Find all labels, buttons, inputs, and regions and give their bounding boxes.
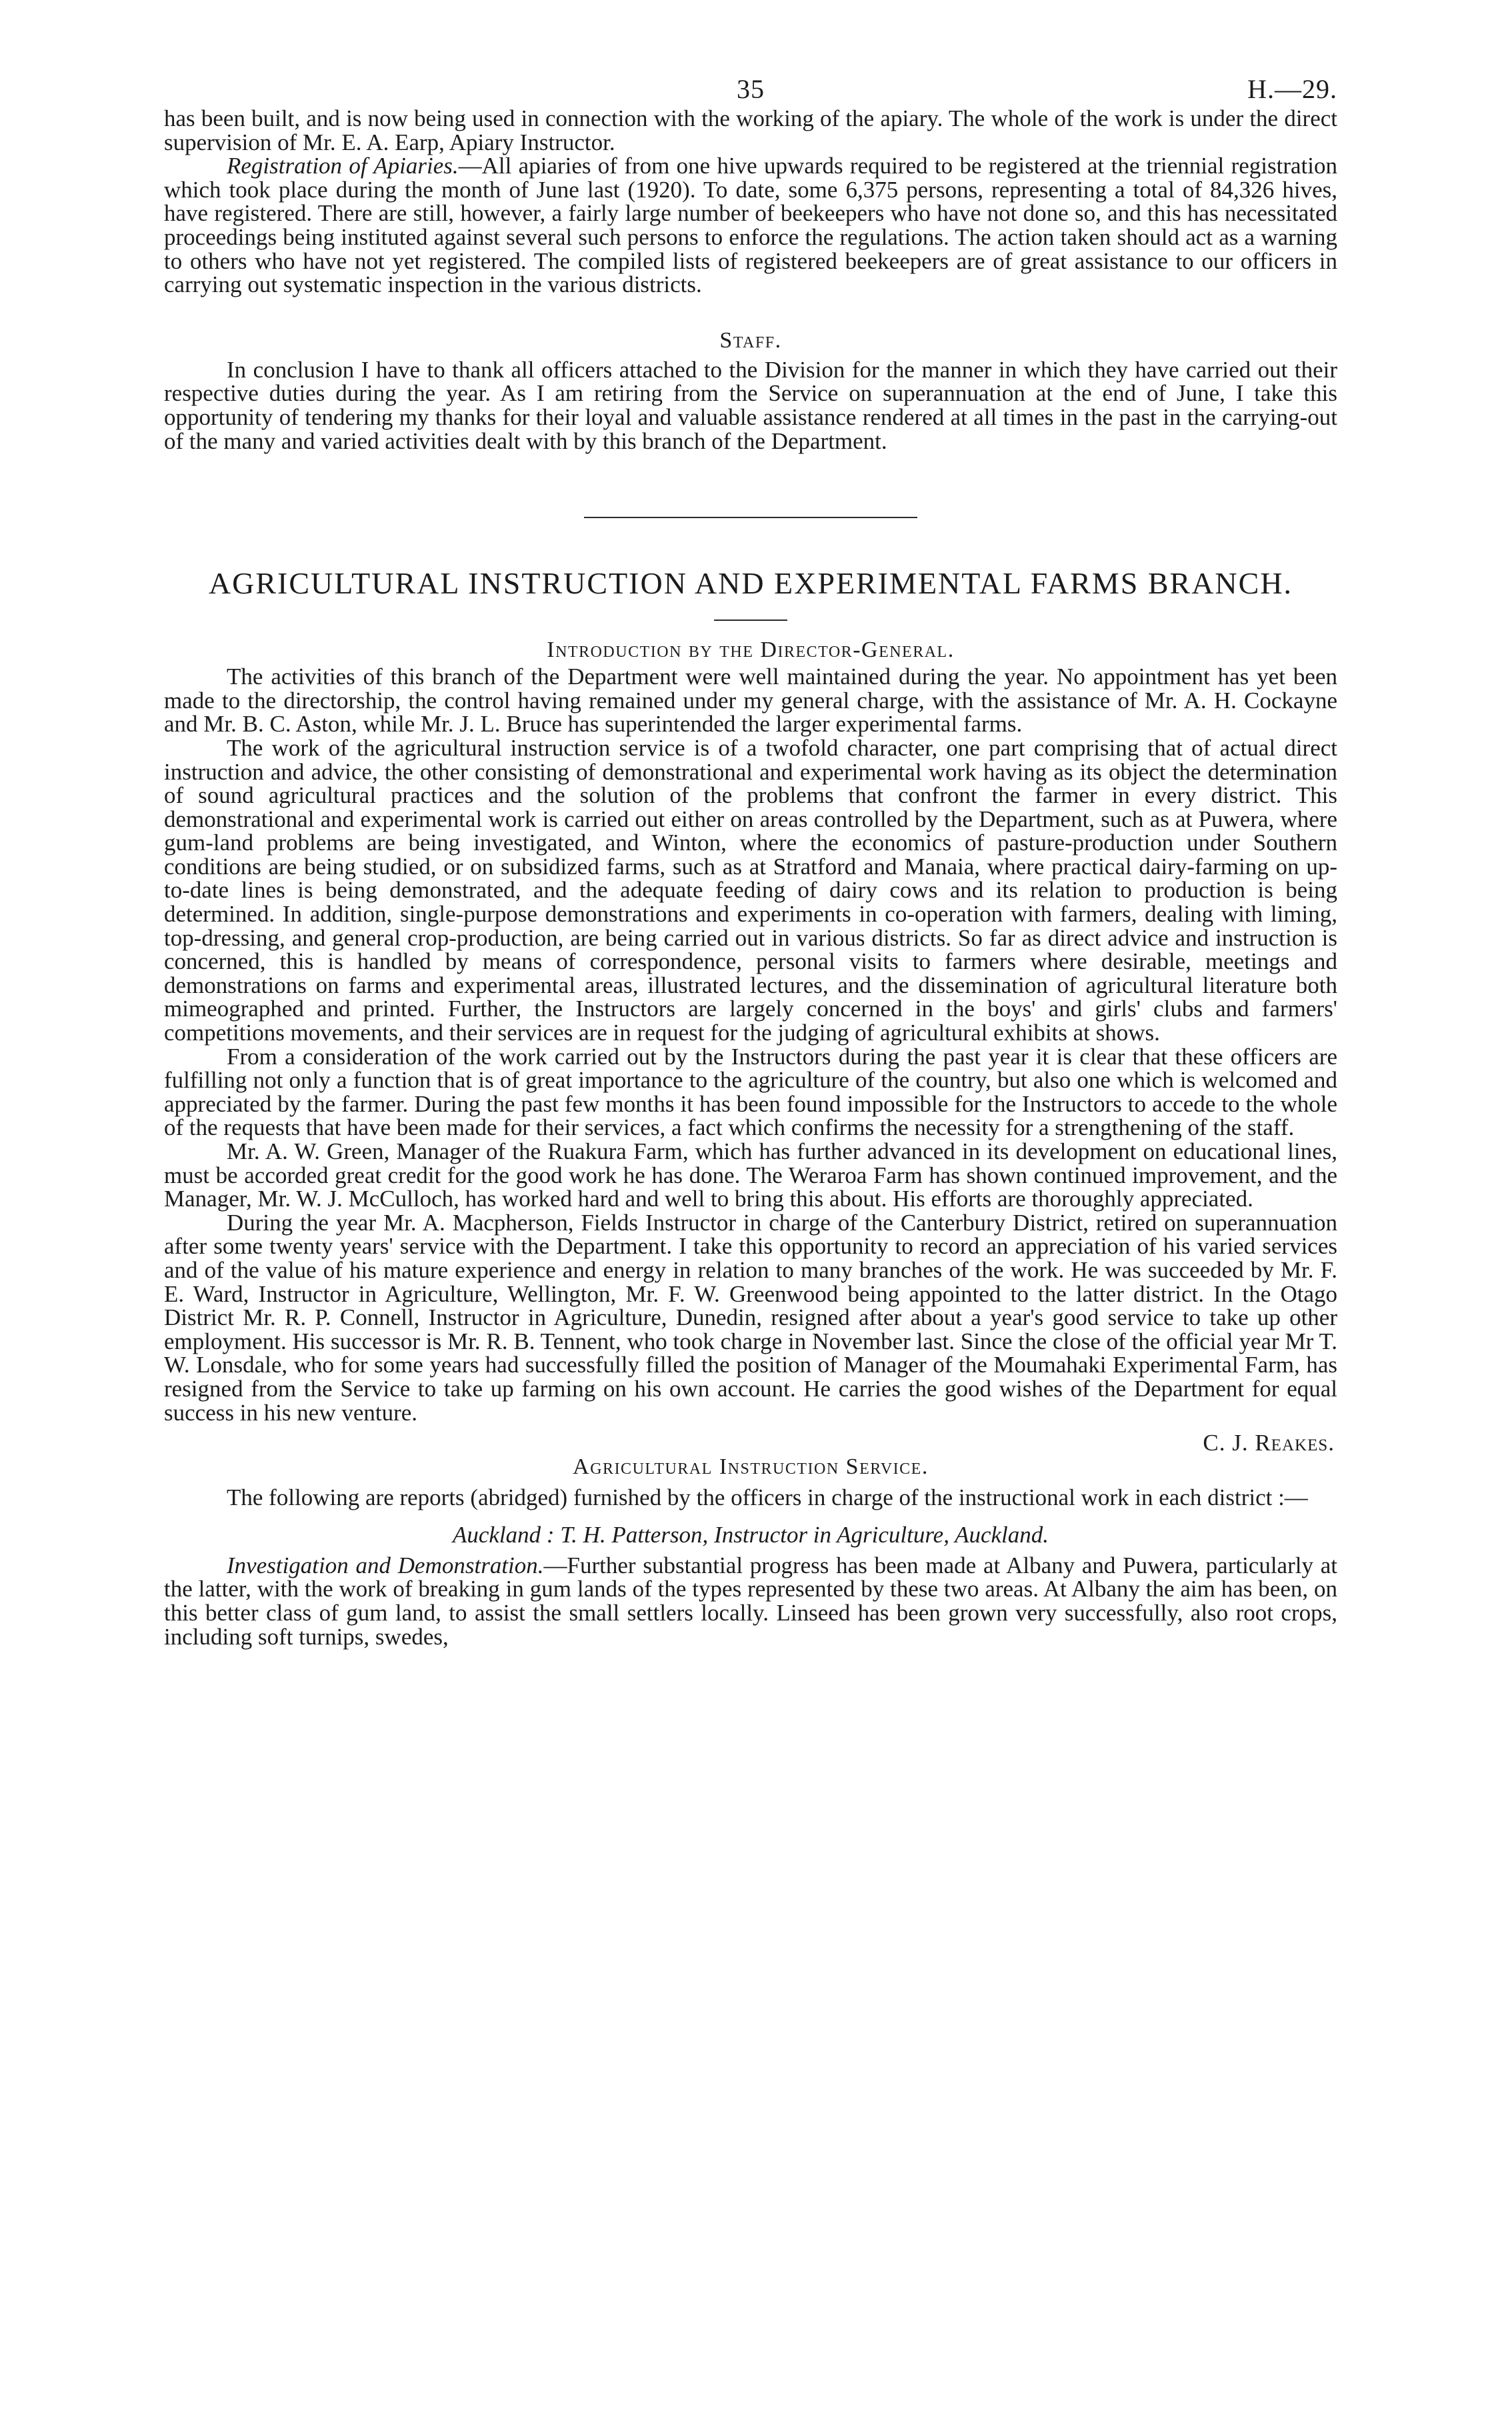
branch-title: AGRICULTURAL INSTRUCTION AND EXPERIMENTAL FARMS BRANCH. bbox=[208, 566, 1293, 601]
investigation-paragraph bbox=[164, 1554, 1337, 1648]
registration-paragraph bbox=[164, 154, 1337, 297]
title-underline bbox=[714, 620, 787, 621]
document-page bbox=[164, 73, 1337, 1648]
page-number: 35 bbox=[737, 74, 765, 104]
investigation-text: —Further substantial progress has been made at Albany and Puwera, particularly at the latter, with the work of breaking in gum lands of the types represented by these two areas. At Albany the aim has been, on this better class of gum land, to assist the small settlers locally. Linseed has been grown very successfully, also root crops, including soft turnips, swedes, bbox=[164, 1552, 1337, 1650]
staff-paragraph: In conclusion I have to thank all officers attached to the Division for the manner in which they have carried out their respective duties during the year. As I am retiring from the Service on superannuation at the end of June, I take this opportunity of tendering my thanks for their loyal and valuable assistance rendered at all times in the past in the carrying-out of the many and varied activities dealt with by this branch of the Department. bbox=[164, 356, 1337, 454]
document-reference: H.—29. bbox=[1247, 74, 1337, 104]
intro-paragraph-2: The work of the agricultural instruction service is of a twofold character, one part comprising that of actual direct instruction and advice, the other consisting of demonstrational and experimental work having as its object the determination of sound agricultural practices and the solution of the problems that confront the farmer in every district. This demonstrational and experimental work is carried out either on areas controlled by the Department, such as at Puwera, where gum-land problems are being investigated, and Winton, where the economics of pasture-production under Southern conditions are being studied, or on subsidized farms, such as at Stratford and Manaia, where practical dairy-farming on up-to-date lines is being demonstrated, and the adequate feeding of dairy cows and its relation to production is being determined. In addition, single-purpose demonstrations and experiments in co-operation with farmers, dealing with liming, top-dressing, and general crop-production, are being carried out in various districts. So far as direct advice and instruction is concerned, this is handled by means of correspondence, personal visits to farmers where desirable, meetings and demonstrations on farms and experimental areas, illustrated lectures, and the dissemination of agricultural literature both mimeographed and printed. Further, the Instructors are largely concerned in the boys' and girls' clubs and farmers' competitions movements, and their services are in request for the judging of agricultural exhibits at shows. bbox=[164, 734, 1337, 1046]
service-heading: Agricultural Instruction Service. bbox=[573, 1454, 929, 1480]
intro-paragraph-1: The activities of this branch of the Department were well maintained during the year. No appointment has yet been made to the directorship, the control having remained under my general charge, with the assistance of Mr. A. H. Cockayne and Mr. B. C. Aston, while Mr. J. L. Bruce has superintended the larger experimental farms. bbox=[164, 664, 1337, 738]
intro-heading: Introduction by the Director-General. bbox=[547, 638, 955, 663]
signature: C. J. Reakes. bbox=[1203, 1430, 1335, 1456]
district-heading: Auckland : T. H. Patterson, Instructor in Agriculture, Auckland. bbox=[452, 1521, 1049, 1548]
staff-heading: Staff. bbox=[719, 327, 782, 353]
page-header bbox=[164, 73, 1337, 113]
apiary-paragraph: has been built, and is now being used in connection with the working of the apiary. The whole of the work is under the direct supervision of Mr. E. A. Earp, Apiary Instructor. bbox=[164, 105, 1337, 155]
service-intro: The following are reports (abridged) furnished by the officers in charge of the instructional work in each district :— bbox=[227, 1484, 1308, 1511]
registration-heading: Registration of Apiaries. bbox=[227, 153, 459, 179]
intro-paragraph-3: From a consideration of the work carried out by the Instructors during the past year it is clear that these officers are fulfilling not only a function that is of great importance to the agriculture of the country, but also one which is welcomed and appreciated by the farmer. During the past few months it has been found impossible for the Instructors to accede to the whole of the requests that have been made for their services, a fact which confirms the necessity for a strengthening of the staff. bbox=[164, 1043, 1337, 1141]
intro-paragraph-5: During the year Mr. A. Macpherson, Fields Instructor in charge of the Canterbury District, retired on superannuation after some twenty years' service with the Department. I take this opportunity to record an appreciation of his varied services and of the value of his mature experience and energy in relation to many branches of the work. He was succeeded by Mr. F. E. Ward, Instructor in Agriculture, Wellington, Mr. F. W. Greenwood being appointed to the latter district. In the Otago District Mr. R. P. Connell, Instructor in Agriculture, Dunedin, resigned after about a year's good service to take up other employment. His successor is Mr. R. B. Tennent, who took charge in November last. Since the close of the official year Mr T. W. Lonsdale, who for some years had successfully filled the position of Manager of the Moumahaki Experimental Farm, has resigned from the Service to take up farming on his own account. He carries the good wishes of the Department for equal success in his new venture. bbox=[164, 1209, 1337, 1426]
intro-paragraph-4: Mr. A. W. Green, Manager of the Ruakura Farm, which has further advanced in its development on educational lines, must be accorded great credit for the good work he has done. The Weraroa Farm has shown continued improvement, and the Manager, Mr. W. J. McCulloch, has worked hard and well to bring this about. His efforts are thoroughly appreciated. bbox=[164, 1138, 1337, 1212]
section-divider bbox=[584, 517, 917, 518]
investigation-heading: Investigation and Demonstration. bbox=[227, 1552, 544, 1578]
registration-text: —All apiaries of from one hive upwards required to be registered at the triennial registration which took place during the month of June last (1920). To date, some 6,375 persons, representing a total of 84,326 hives, have registered. There are still, however, a fairly large number of beekeepers who have not done so, and this has necessitated proceedings being instituted against several such persons to enforce the regulations. The action taken should act as a warning to others who have not yet registered. The compiled lists of registered beekeepers are of great assistance to our officers in carrying out systematic inspection in the various districts. bbox=[164, 153, 1337, 298]
